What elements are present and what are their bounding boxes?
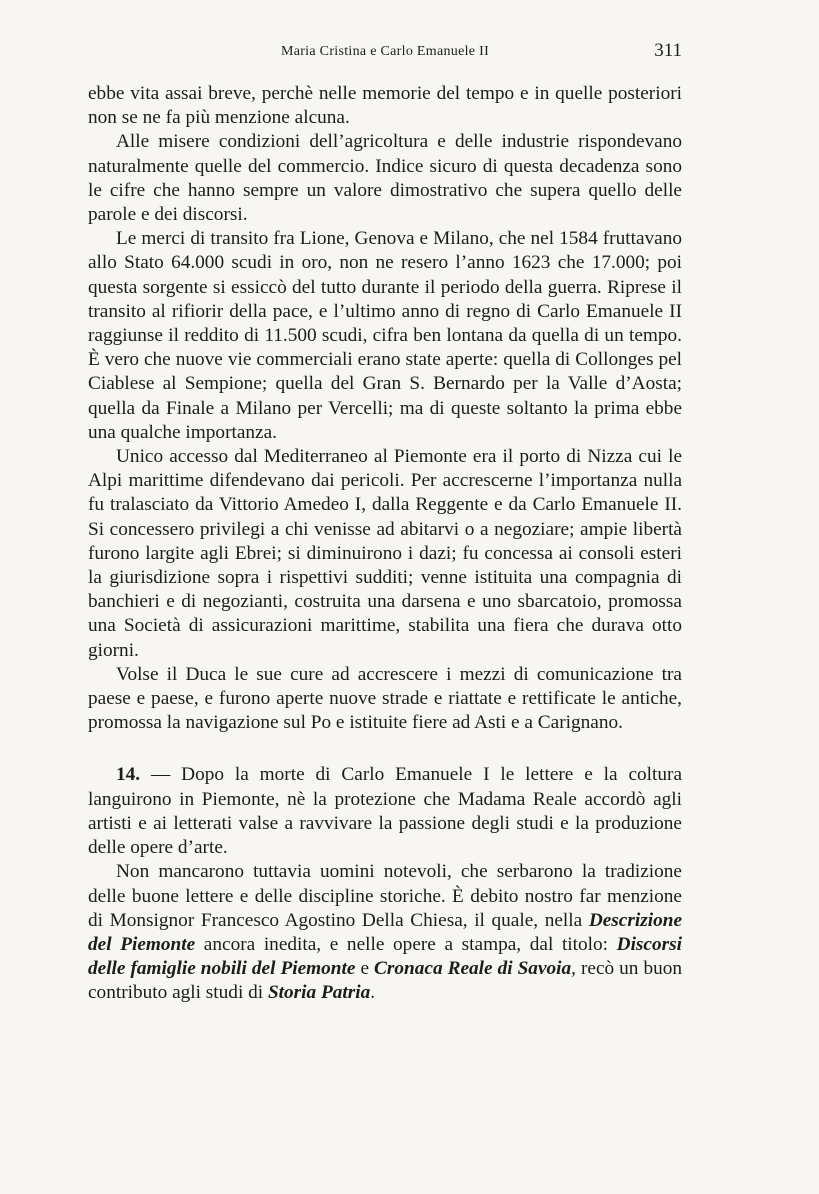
paragraph-text: , recò un buon contributo agli studi di (88, 958, 683, 1004)
paragraph (88, 860, 682, 1005)
paragraph: Alle misere condizioni dell’agricoltura e delle industrie rispondevano naturalmente quelle del commercio. Indice sicuro di questa decadenza sono le cifre che hanno sempre un valore dimostrativo che supera quello delle parole e dei discorsi. (88, 131, 682, 226)
work-title: Discorsi delle famiglie nobili del Piemonte (88, 933, 682, 980)
paragraph-text: — Dopo la morte di Carlo Emanuele I le lettere e la coltura languirono in Piemonte, nè la protezione che Madama Reale accordò agli artisti e ai letterati valse a ravvivare la passione degli studi e la produzione delle opere d’arte. (88, 764, 682, 859)
paragraph: Le merci di transito fra Lione, Genova e Milano, che nel 1584 fruttavano allo Stato 64.000 scudi in oro, non ne resero l’anno 1623 che 17.000; poi questa sorgente si essiccò del tutto durante il periodo della guerra. Riprese il transito al rifiorir della pace, e l’ultimo anno di regno di Carlo Emanuele II raggiunse il reddito di 11.500 scudi, cifra ben lontana da quella di un tempo. È vero che nuove vie commerciali erano state aperte: quella di Collonges pel Ciablese al Sempione; quella del Gran S. Bernardo per la Valle d’Aosta; quella da Finale a Milano per Vercelli; ma di queste soltanto la prima ebbe una qualche importanza. (88, 228, 682, 443)
section-paragraph (88, 763, 682, 860)
paragraph: Unico accesso dal Mediterraneo al Piemonte era il porto di Nizza cui le Alpi marittime difendevano dai pericoli. Per accrescerne l’importanza nulla fu tralasciato da Vittorio Amedeo I, dalla Reggente e da Carlo Emanuele II. Si concessero privilegi a chi venisse ad abitarvi o a negoziare; ampie libertà furono largite agli Ebrei; si diminuirono i dazi; fu concessa ai consoli esteri la giurisdizione sopra i rispettivi sudditi; venne istituita una compagnia di banchieri e di negozianti, costruita una darsena e uno sbarcatoio, promossa una Società di assicurazioni marittime, stabilita una fiera che durava otto giorni. (88, 446, 682, 661)
paragraph-text: . (370, 982, 376, 1004)
paragraph-text: ancora inedita, e nelle opere a stampa, dal titolo: (195, 933, 617, 955)
paragraph-text: Non mancarono tuttavia uomini notevoli, che serbarono la tradizione delle buone lettere e delle discipline storiche. È debito nostro far menzione di Monsignor Francesco Agostino Della Chiesa, il quale, nella (88, 861, 682, 931)
work-title: Descrizione del Piemonte (88, 909, 682, 955)
page-header (88, 40, 682, 66)
work-title: Cronaca Reale di Savoia (374, 958, 572, 980)
paragraph-text: e (355, 958, 375, 980)
running-title: Maria Cristina e Carlo Emanuele II (280, 44, 490, 59)
page-number: 311 (654, 40, 682, 61)
body-text (88, 82, 682, 1006)
paragraph: Volse il Duca le sue cure ad accrescere i mezzi di comunicazione tra paese e paese, e furono aperte nuove strade e riattate e rettificate le antiche, promossa la navigazione sul Po e istituite fiere ad Asti e a Carignano. (88, 663, 682, 734)
paragraph: ebbe vita assai breve, perchè nelle memorie del tempo e in quelle posteriori non se ne fa più menzione alcuna. (88, 83, 682, 129)
section-number: 14. (116, 764, 141, 786)
work-title: Storia Patria (267, 982, 371, 1004)
